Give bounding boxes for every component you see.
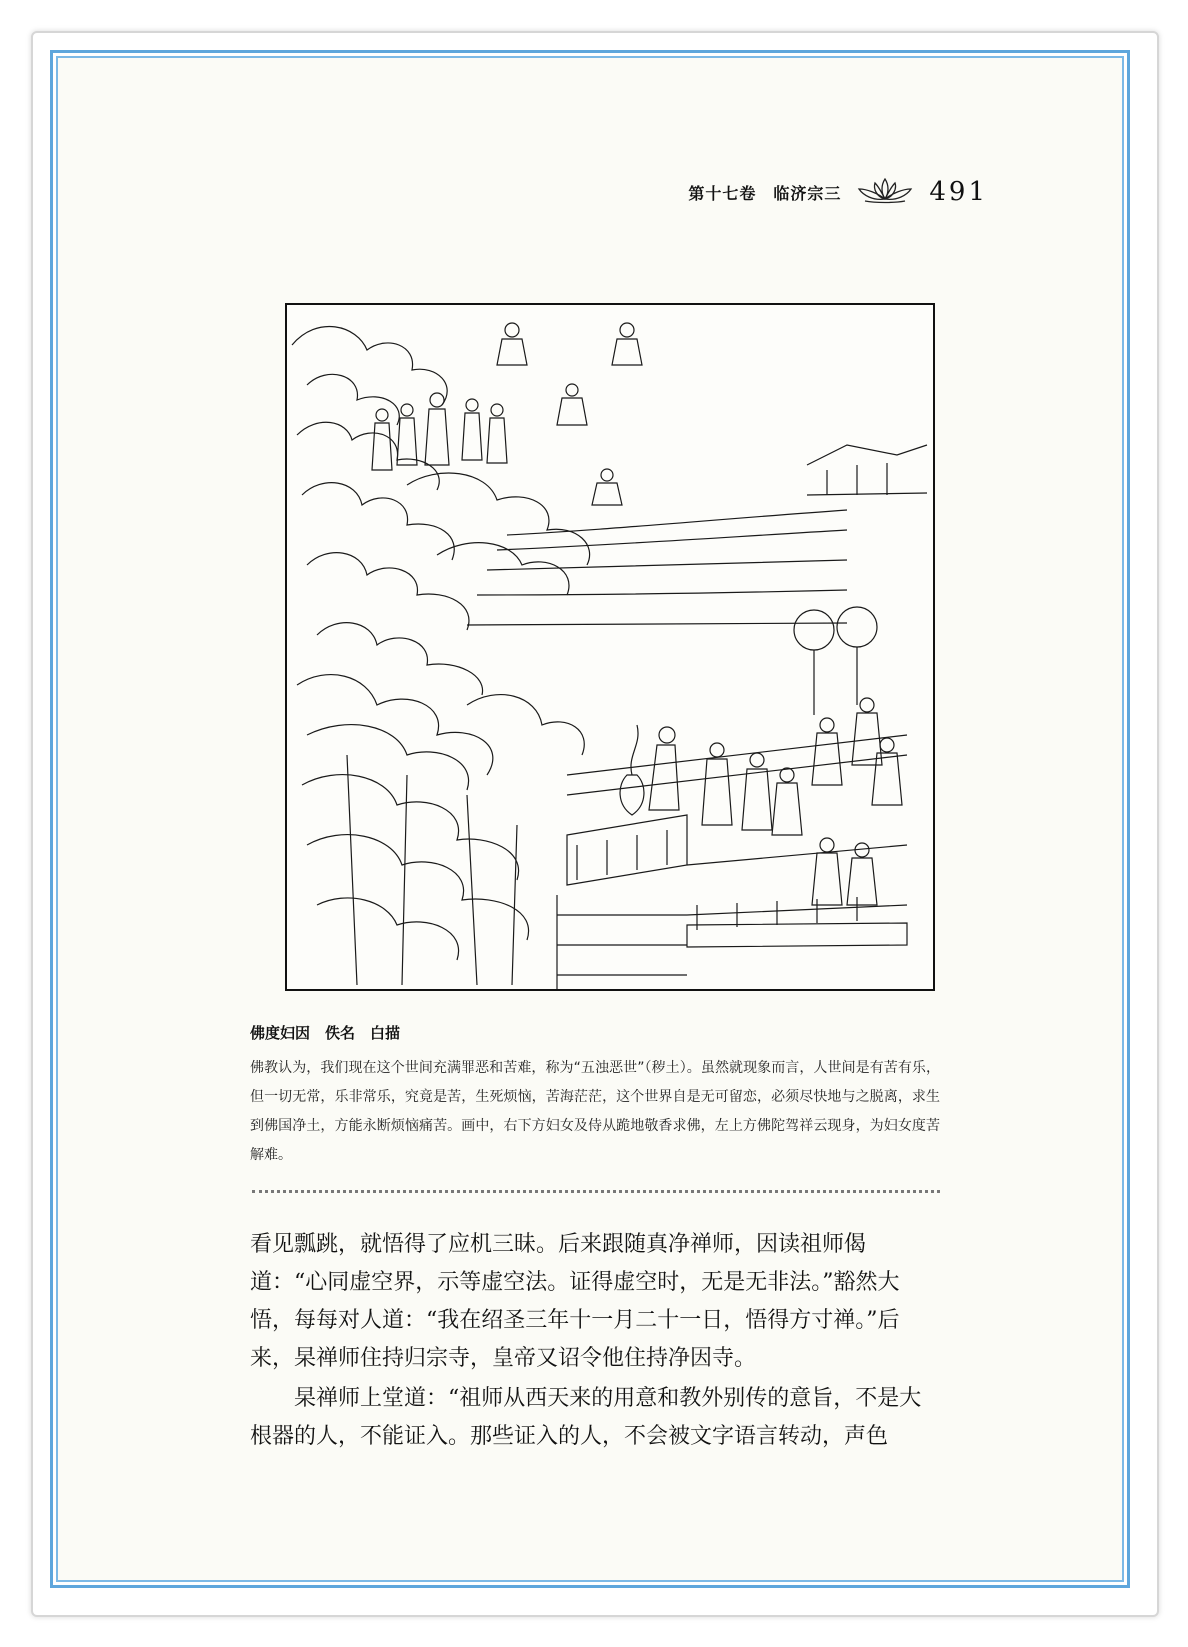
dotted-divider [252, 1190, 940, 1193]
page-header [688, 175, 988, 209]
caption-body [250, 1054, 940, 1170]
main-text [250, 1226, 942, 1456]
main-paragraph-1: 看见瓢跳，就悟得了应机三昧。后来跟随真净禅师，因读祖师偈道：“心同虚空界，示等虚空法。证得虚空时，无是无非法。”豁然大悟，每每对人道：“我在绍圣三年十一月二十一日，悟得方寸禅。”后来，杲禅师住持归宗寺，皇帝又诏令他住持净因寺。 [250, 1232, 900, 1371]
caption-title: 佛度妇因 佚名 白描 [250, 1024, 401, 1042]
page-number: 491 [929, 177, 988, 207]
running-head: 第十七卷 临济宗三 [688, 183, 842, 203]
main-paragraph-2: 杲禅师上堂道：“祖师从西天来的用意和教外别传的意旨，不是大根器的人，不能证入。那些证入的人，不会被文字语言转动，声色 [250, 1386, 922, 1449]
caption-paragraph: 佛教认为，我们现在这个世间充满罪恶和苦难，称为“五浊恶世”（秽土）。虽然就现象而言，人世间是有苦有乐，但一切无常，乐非常乐，究竟是苦，生死烦恼，苦海茫茫，这个世界自是无可留恋，必须尽快地与之脱离，求生到佛国净土，方能永断烦恼痛苦。画中，右下方妇女及侍从跪地敬香求佛，左上方佛陀驾祥云现身，为妇女度苦解难。 [250, 1060, 940, 1163]
lotus-ornament-icon [855, 175, 915, 209]
woodblock-illustration [285, 303, 935, 991]
